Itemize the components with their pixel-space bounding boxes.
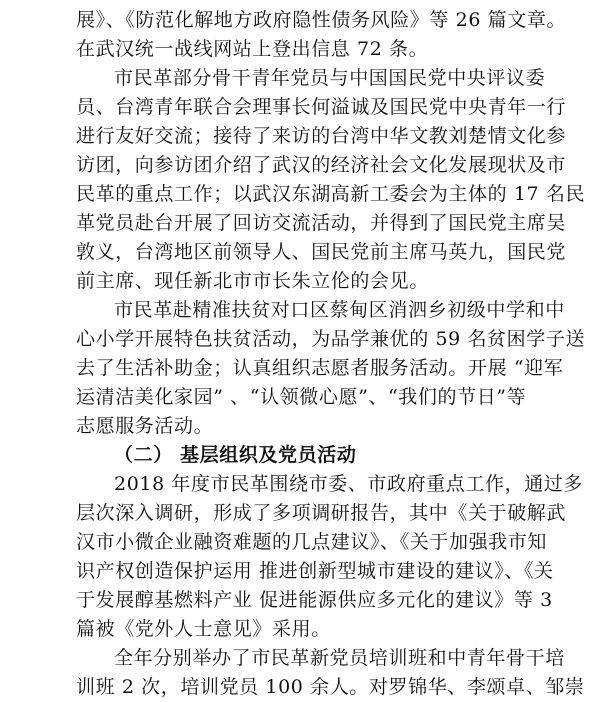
text-line: 志愿服务活动。 — [76, 415, 214, 437]
text-line: 进行友好交流；接待了来访的台湾中华文教刘楚情文化参 — [76, 125, 567, 147]
text-line: 训班 2 次，培训党员 100 余人。对罗锦华、李颂卓、邹崇 — [76, 676, 585, 698]
paragraph-start-line: 全年分别举办了市民革新党员培训班和中青年骨干培 — [114, 647, 565, 669]
text-line: 篇被《党外人士意见》采用。 — [76, 618, 331, 640]
text-line: 民革的重点工作；以武汉东湖高新工委会为主体的 17 名民 — [76, 183, 586, 205]
text-line: 在武汉统一战线网站上登出信息 72 条。 — [76, 38, 429, 60]
paragraph-start-line: 市民革赴精准扶贫对口区蔡甸区消泗乡初级中学和中 — [114, 299, 565, 321]
text-line: 运清洁美化家园” 、“认领微心愿”、“我们的节日”等 — [76, 386, 527, 408]
text-line: 敦义，台湾地区前领导人、国民党前主席马英九，国民党 — [76, 241, 567, 263]
text-line: 革党员赴台开展了回访交流活动，并得到了国民党主席吴 — [76, 212, 567, 234]
text-line: 员、台湾青年联合会理事长何溢诚及国民党中央青年一行 — [76, 96, 567, 118]
text-line: 汉市小微企业融资难题的几点建议》、《关于加强我市知 — [76, 531, 548, 553]
paragraph-start-line: 市民革部分骨干青年党员与中国国民党中央评议委 — [114, 67, 546, 89]
paragraph-start-line: 2018 年度市民革围绕市委、市政府重点工作，通过多 — [114, 473, 583, 495]
text-line: 于发展醇基燃料产业 促进能源供应多元化的建议》等 3 — [76, 589, 553, 611]
text-line: 层次深入调研，形成了多项调研报告，其中《关于破解武 — [76, 502, 567, 524]
text-line: 心小学开展特色扶贫活动，为品学兼优的 59 名贫困学子送 — [76, 328, 586, 350]
text-line: 前主席、现任新北市市长朱立伦的会见。 — [76, 270, 429, 292]
section-heading: （二） 基层组织及党员活动 — [114, 444, 357, 466]
text-line: 去了生活补助金；认真组织志愿者服务活动。开展 “迎军 — [76, 357, 564, 379]
text-line: 识产权创造保护运用 推进创新型城市建设的建议》、《关 — [76, 560, 554, 582]
text-line: 展》、《防范化解地方政府隐性债务风险》等 26 篇文章。 — [76, 9, 567, 31]
text-line: 访团，向参访团介绍了武汉的经济社会文化发展现状及市 — [76, 154, 567, 176]
